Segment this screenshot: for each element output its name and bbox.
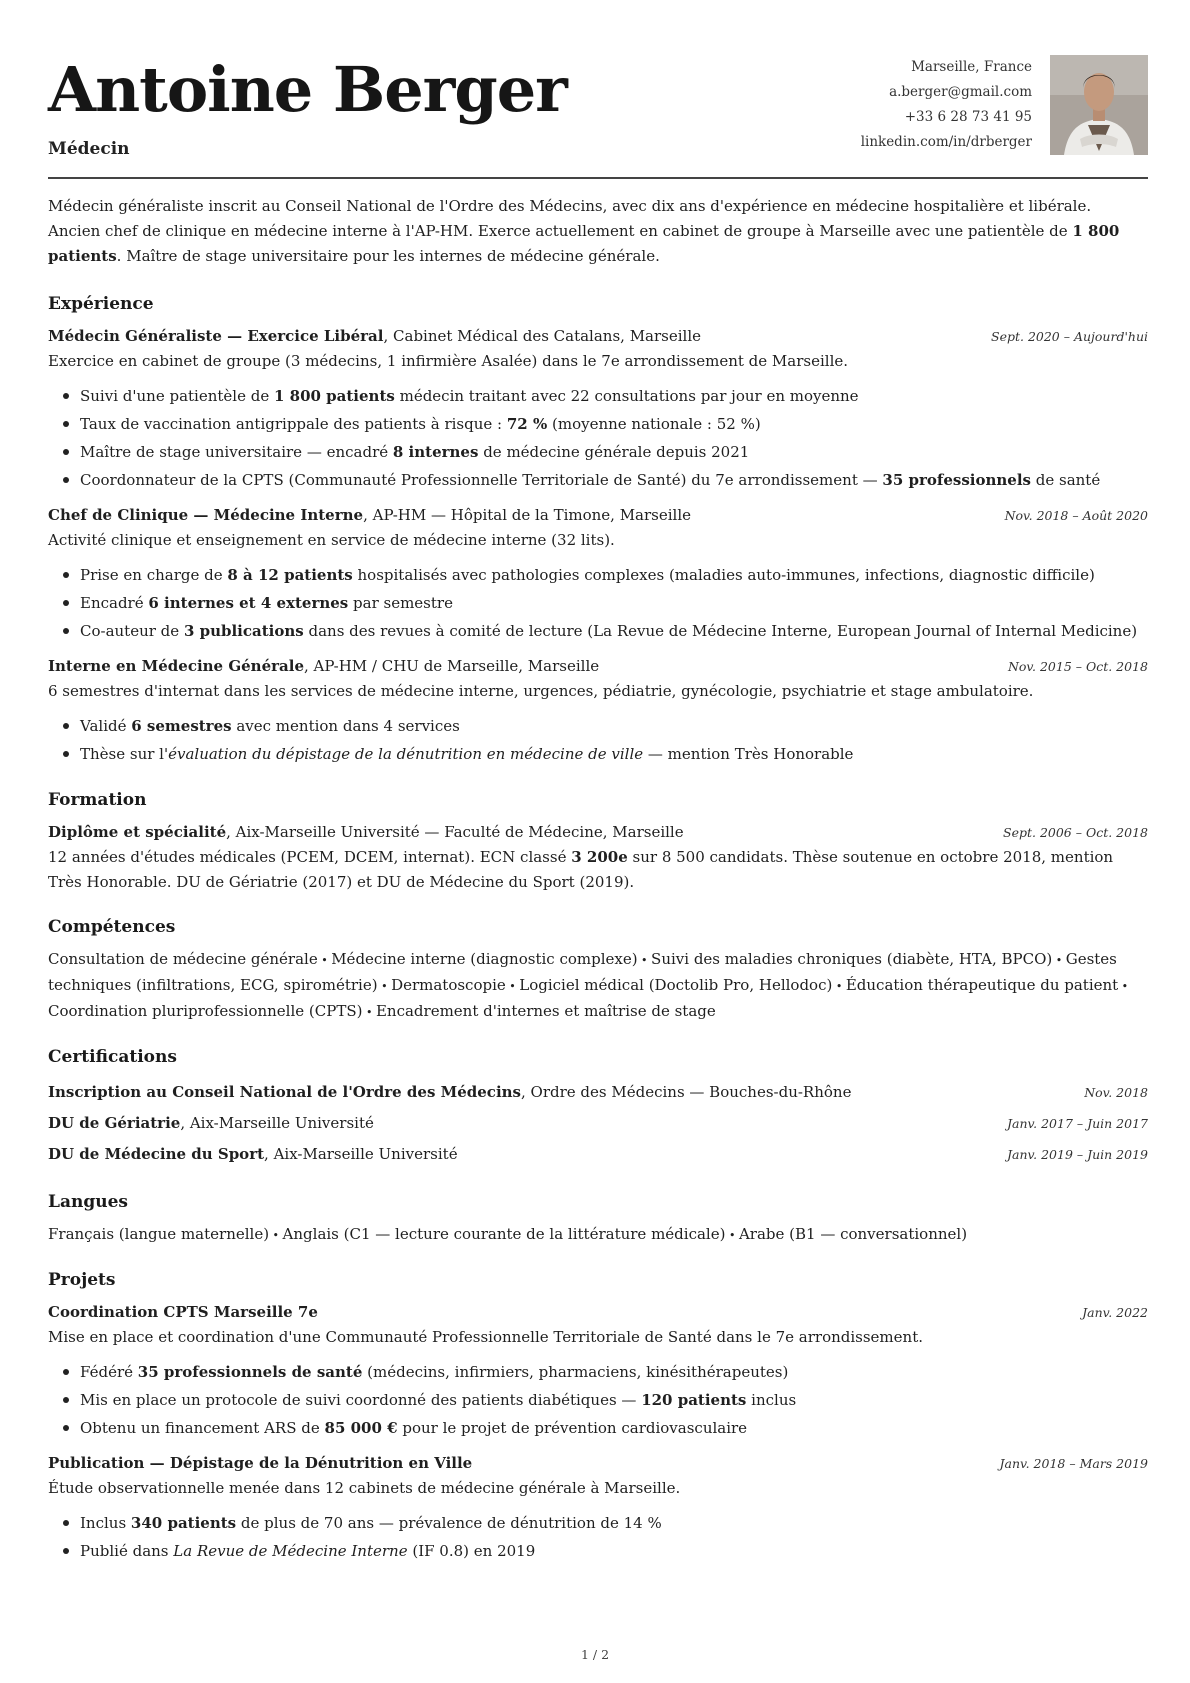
list-item: Encadré 6 internes et 4 externes par semestre — [80, 589, 1148, 617]
entry-bullets — [48, 382, 1148, 494]
contact-linkedin[interactable]: linkedin.com/in/drberger — [860, 134, 1032, 150]
entry-title: Publication — Dépistage de la Dénutrition en Ville — [48, 1454, 473, 1472]
contact-block — [861, 55, 1032, 155]
experience-entry — [48, 324, 1148, 494]
list-item: Validé 6 semestres avec mention dans 4 services — [80, 712, 1148, 740]
entry-description: Exercice en cabinet de groupe (3 médecins, 1 infirmière Asalée) dans le 7e arrondissement de Marseille. — [48, 352, 849, 370]
list-item: Inclus 340 patients de plus de 70 ans — prévalence de dénutrition de 14 % — [80, 1509, 1148, 1537]
language-item: Arabe (B1 — conversationnel) — [738, 1225, 968, 1243]
list-item: Fédéré 35 professionnels de santé (médecins, infirmiers, pharmaciens, kinésithérapeutes) — [80, 1358, 1148, 1386]
skill-item: Logiciel médical (Doctolib Pro, Hellodoc) — [519, 976, 833, 994]
language-item: Anglais (C1 — lecture courante de la littérature médicale) — [282, 1225, 726, 1243]
entry-date: Nov. 2015 – Oct. 2018 — [1007, 659, 1148, 674]
entry-bullets — [48, 1358, 1148, 1442]
entry-bullets — [48, 712, 1148, 768]
entry-title: Interne en Médecine Générale, AP-HM / CHU de Marseille, Marseille — [48, 657, 600, 675]
formation-description: 12 années d'études médicales (PCEM, DCEM, internat). ECN classé 3 200e sur 8 500 candidats. Thèse soutenue en octobre 2018, mention Très Honorable. DU de Gériatrie (2017) et DU de Médecine du Sport (2019). — [48, 848, 1114, 891]
resume-header — [48, 55, 1148, 177]
skills-heading: Compétences — [48, 917, 176, 937]
header-divider — [48, 177, 1148, 179]
experience-section — [48, 292, 1148, 768]
certification-item: DU de Médecine du Sport, Aix-Marseille Université Janv. 2019 – Juin 2019 — [48, 1139, 1148, 1170]
candidate-role: Médecin — [48, 139, 130, 159]
entry-title: Chef de Clinique — Médecine Interne, AP-HM — Hôpital de la Timone, Marseille — [48, 506, 692, 524]
profile-photo — [1050, 55, 1148, 155]
certification-item: DU de Gériatrie, Aix-Marseille Université Janv. 2017 – Juin 2017 — [48, 1108, 1148, 1139]
entry-title: Coordination CPTS Marseille 7e — [48, 1303, 318, 1321]
experience-heading: Expérience — [48, 294, 154, 314]
list-item: Taux de vaccination antigrippale des patients à risque : 72 % (moyenne nationale : 52 %) — [80, 410, 1148, 438]
list-item: Coordonnateur de la CPTS (Communauté Professionnelle Territoriale de Santé) du 7e arrondissement — 35 professionnels de santé — [80, 466, 1148, 494]
entry-description: Mise en place et coordination d'une Communauté Professionnelle Territoriale de Santé dans le 7e arrondissement. — [48, 1328, 923, 1346]
entry-date: Janv. 2018 – Mars 2019 — [999, 1456, 1148, 1471]
contact-email[interactable]: a.berger@gmail.com — [889, 84, 1032, 100]
languages-list: Français (langue maternelle) • Anglais (C1 — lecture courante de la littérature médicale) • Arabe (B1 — conversationnel) — [48, 1225, 968, 1243]
summary-paragraph: Médecin généraliste inscrit au Conseil National de l'Ordre des Médecins, avec dix ans d'expérience en médecine hospitalière et libérale. Ancien chef de clinique en médecine interne à l'AP-HM. Exerce actuellement en cabinet de groupe à Marseille avec une patientèle de 1 800 patients. Maître de stage universitaire pour les internes de médecine générale. — [48, 197, 1120, 265]
contact-phone[interactable]: +33 6 28 73 41 95 — [904, 109, 1032, 125]
list-item: Publié dans La Revue de Médecine Interne (IF 0.8) en 2019 — [80, 1537, 1148, 1565]
list-item: Obtenu un financement ARS de 85 000 € pour le projet de prévention cardiovasculaire — [80, 1414, 1148, 1442]
entry-date: Nov. 2018 — [1084, 1085, 1148, 1100]
entry-date: Nov. 2018 – Août 2020 — [1004, 508, 1148, 523]
list-item: Suivi d'une patientèle de 1 800 patients médecin traitant avec 22 consultations par jour en moyenne — [80, 382, 1148, 410]
project-entry — [48, 1300, 1148, 1442]
candidate-name: Antoine Berger — [48, 53, 567, 126]
skill-item: Coordination pluriprofessionnelle (CPTS) — [48, 1002, 363, 1020]
entry-date: Sept. 2006 – Oct. 2018 — [1003, 825, 1148, 840]
entry-date: Janv. 2022 — [1082, 1305, 1148, 1320]
formation-heading: Formation — [48, 790, 147, 810]
contact-location: Marseille, France — [911, 59, 1032, 75]
languages-section — [48, 1190, 1148, 1248]
list-item: Prise en charge de 8 à 12 patients hospitalisés avec pathologies complexes (maladies auto-immunes, infections, diagnostic difficile) — [80, 561, 1148, 589]
list-item: Maître de stage universitaire — encadré 8 internes de médecine générale depuis 2021 — [80, 438, 1148, 466]
skill-item: Suivi des maladies chroniques (diabète, HTA, BPCO) — [651, 950, 1053, 968]
skill-item: Encadrement d'internes et maîtrise de stage — [375, 1002, 716, 1020]
entry-bullets — [48, 561, 1148, 645]
list-item: Co-auteur de 3 publications dans des revues à comité de lecture (La Revue de Médecine Interne, European Journal of Internal Medicine) — [80, 617, 1148, 645]
skill-item: Gestes techniques (infiltrations, ECG, spirométrie) — [48, 950, 1117, 994]
skill-item: Consultation de médecine générale — [48, 950, 318, 968]
project-entry — [48, 1451, 1148, 1565]
certifications-heading: Certifications — [48, 1047, 177, 1067]
skills-section — [48, 915, 1148, 1025]
skill-item: Éducation thérapeutique du patient — [845, 976, 1119, 994]
language-item: Français (langue maternelle) — [48, 1225, 270, 1243]
languages-heading: Langues — [48, 1192, 128, 1212]
formation-section — [48, 788, 1148, 895]
entry-title: Diplôme et spécialité, Aix-Marseille Université — Faculté de Médecine, Marseille — [48, 823, 684, 841]
resume-page — [48, 0, 1148, 1683]
skill-item: Dermatoscopie — [391, 976, 506, 994]
certifications-section — [48, 1045, 1148, 1170]
projects-heading: Projets — [48, 1270, 116, 1290]
skill-item: Médecine interne (diagnostic complexe) — [331, 950, 638, 968]
entry-date: Janv. 2019 – Juin 2019 — [1007, 1147, 1148, 1162]
entry-description: Activité clinique et enseignement en service de médecine interne (32 lits). — [48, 531, 615, 549]
entry-date: Sept. 2020 – Aujourd'hui — [991, 329, 1148, 344]
projects-section — [48, 1268, 1148, 1565]
list-item: Thèse sur l'évaluation du dépistage de la dénutrition en médecine de ville — mention Très Honorable — [80, 740, 1148, 768]
profile-photo-image — [1050, 55, 1148, 155]
entry-title: Médecin Généraliste — Exercice Libéral, Cabinet Médical des Catalans, Marseille — [48, 327, 702, 345]
entry-date: Janv. 2017 – Juin 2017 — [1007, 1116, 1148, 1131]
certification-item: Inscription au Conseil National de l'Ordre des Médecins, Ordre des Médecins — Bouches-du-Rhône Nov. 2018 — [48, 1077, 1148, 1108]
list-item: Mis en place un protocole de suivi coordonné des patients diabétiques — 120 patients inclus — [80, 1386, 1148, 1414]
entry-bullets — [48, 1509, 1148, 1565]
skills-list: Consultation de médecine générale • Médecine interne (diagnostic complexe) • Suivi des maladies chroniques (diabète, HTA, BPCO) • Gestes techniques (infiltrations, ECG, spirométrie) • Dermatoscopie • Logiciel médical (Doctolib Pro, Hellodoc) • Éducation thérapeutique du patient • Coordination pluriprofessionnelle (CPTS) • Encadrement d'internes et maîtrise de stage — [48, 950, 1129, 1020]
resume-content — [48, 194, 1148, 1585]
entry-description: 6 semestres d'internat dans les services de médecine interne, urgences, pédiatrie, gynécologie, psychiatrie et stage ambulatoire. — [48, 682, 1034, 700]
experience-entry — [48, 503, 1148, 645]
experience-entry — [48, 654, 1148, 768]
page-number: 1 / 2 — [580, 1647, 610, 1662]
entry-description: Étude observationnelle menée dans 12 cabinets de médecine générale à Marseille. — [48, 1479, 681, 1497]
